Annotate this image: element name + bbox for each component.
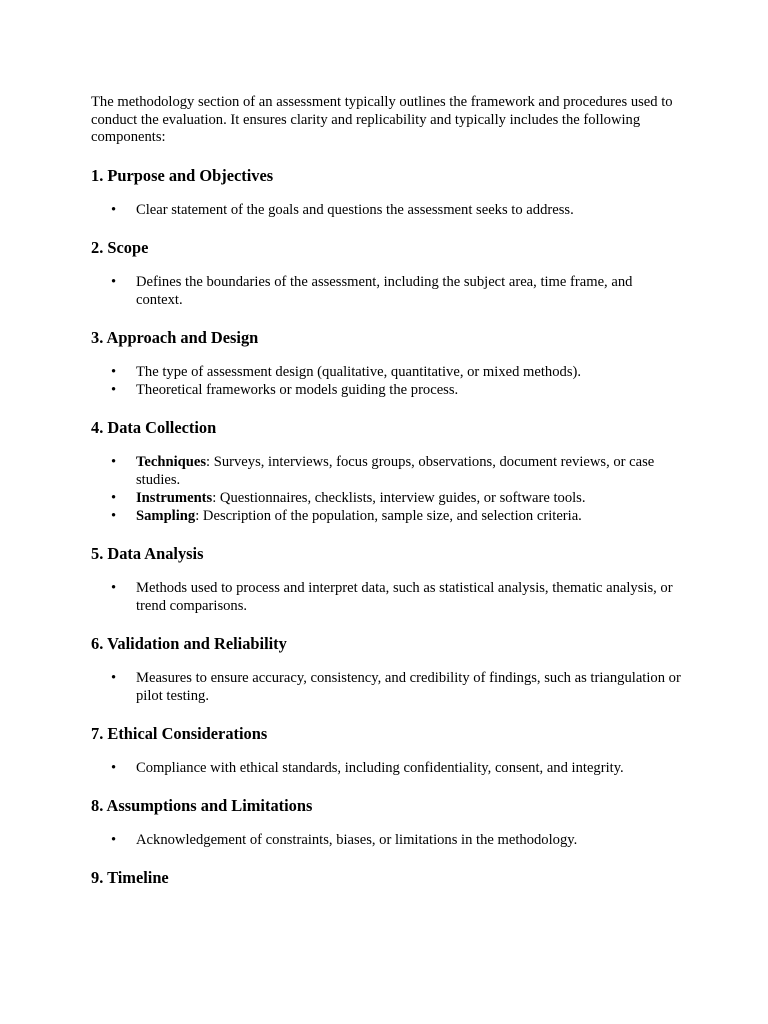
section [91, 418, 681, 525]
section-heading: 8. Assumptions and Limitations [91, 795, 313, 815]
list-item [91, 363, 681, 381]
item-text: Methods used to process and interpret data, such as statistical analysis, thematic analysis, or trend comparisons. [136, 579, 673, 614]
bullet-list [91, 453, 681, 525]
item-text: : Description of the population, sample size, and selection criteria. [195, 507, 582, 524]
list-item [91, 831, 681, 849]
section-heading: 9. Timeline [91, 867, 169, 887]
list-item [91, 201, 681, 219]
bullet-icon: • [111, 453, 117, 470]
bullet-list [91, 831, 681, 849]
list-item [91, 453, 681, 489]
section-heading: 5. Data Analysis [91, 543, 204, 563]
section [91, 724, 681, 777]
bullet-icon: • [111, 201, 117, 218]
bullet-icon: • [111, 669, 117, 686]
section-heading: 6. Validation and Reliability [91, 633, 287, 653]
bullet-list [91, 363, 681, 399]
section [91, 544, 681, 615]
bullet-icon: • [111, 759, 117, 776]
section-heading: 1. Purpose and Objectives [91, 165, 274, 185]
section [91, 796, 681, 849]
item-text: Theoretical frameworks or models guiding the process. [136, 381, 459, 398]
item-text: : Questionnaires, checklists, interview guides, or software tools. [212, 489, 586, 506]
document-page [91, 94, 681, 888]
intro-paragraph: The methodology section of an assessment typically outlines the framework and procedures used to conduct the evaluation. It ensures clarity and replicability and typically includes the following components: [91, 94, 673, 145]
item-term: Techniques [136, 453, 207, 470]
sections-container [91, 166, 681, 888]
list-item [91, 489, 681, 507]
bullet-icon: • [111, 363, 117, 380]
list-item [91, 759, 681, 777]
item-text: Defines the boundaries of the assessment, including the subject area, time frame, and context. [136, 273, 633, 308]
bullet-icon: • [111, 273, 117, 290]
bullet-list [91, 669, 681, 705]
item-text: : Surveys, interviews, focus groups, observations, document reviews, or case studies. [136, 453, 655, 488]
bullet-icon: • [111, 381, 117, 398]
item-term: Sampling [136, 507, 196, 524]
item-text: Acknowledgement of constraints, biases, or limitations in the methodology. [136, 831, 578, 848]
bullet-list [91, 579, 681, 615]
section [91, 166, 681, 219]
bullet-icon: • [111, 831, 117, 848]
section [91, 328, 681, 399]
section [91, 634, 681, 705]
bullet-icon: • [111, 507, 117, 524]
section-heading: 2. Scope [91, 237, 149, 257]
item-text: Compliance with ethical standards, including confidentiality, consent, and integrity. [136, 759, 624, 776]
list-item [91, 273, 681, 309]
section-heading: 7. Ethical Considerations [91, 723, 268, 743]
list-item [91, 507, 681, 525]
section [91, 238, 681, 309]
item-term: Instruments [136, 489, 213, 506]
list-item [91, 579, 681, 615]
bullet-list [91, 201, 681, 219]
item-text: Measures to ensure accuracy, consistency, and credibility of findings, such as triangulation or pilot testing. [136, 669, 681, 704]
section [91, 868, 681, 888]
item-text: Clear statement of the goals and questions the assessment seeks to address. [136, 201, 574, 218]
bullet-icon: • [111, 489, 117, 506]
bullet-icon: • [111, 579, 117, 596]
section-heading: 3. Approach and Design [91, 327, 259, 347]
bullet-list [91, 759, 681, 777]
bullet-list [91, 273, 681, 309]
list-item [91, 381, 681, 399]
list-item [91, 669, 681, 705]
section-heading: 4. Data Collection [91, 417, 217, 437]
item-text: The type of assessment design (qualitative, quantitative, or mixed methods). [136, 363, 582, 380]
